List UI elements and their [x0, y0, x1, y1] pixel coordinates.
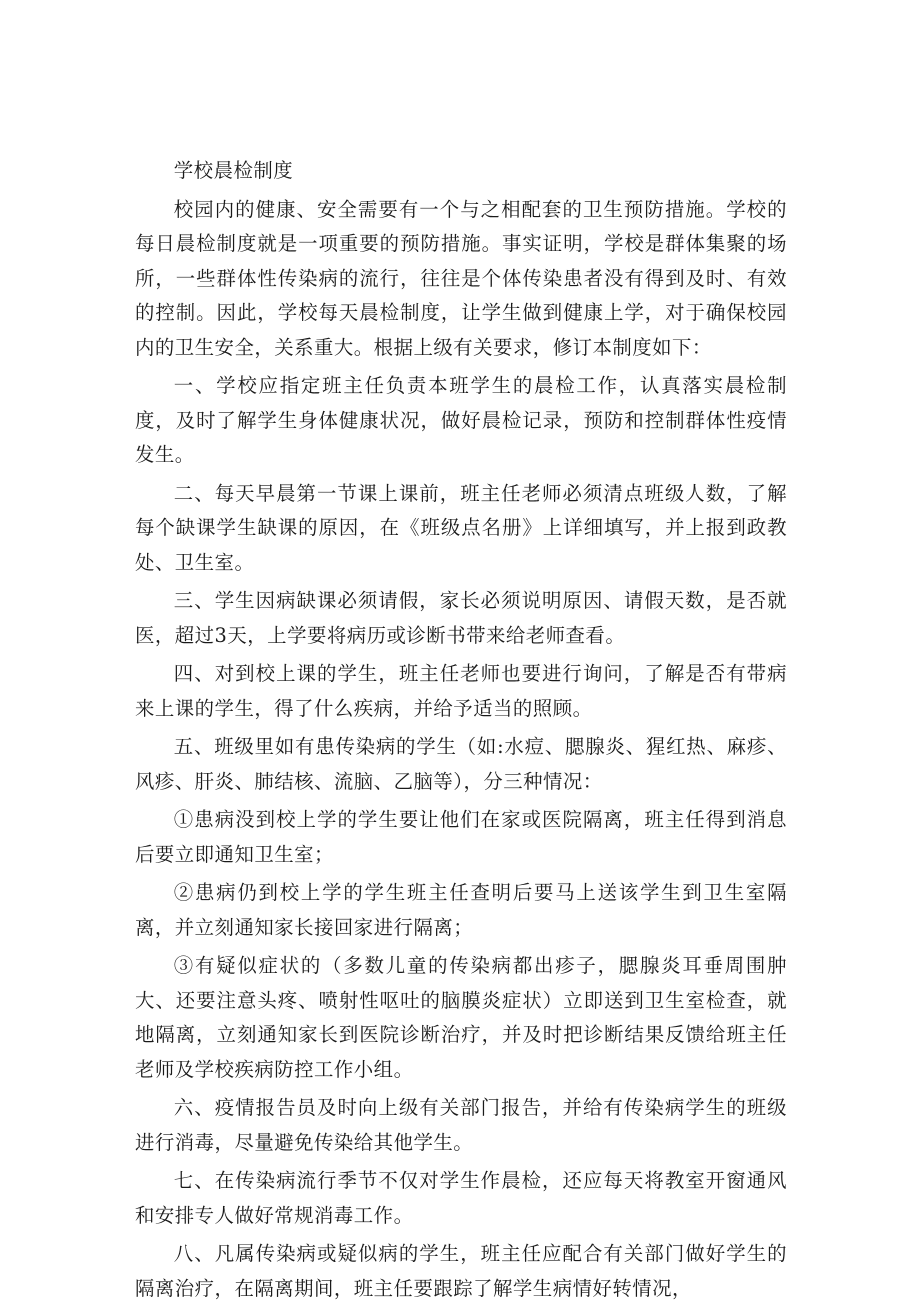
clause-5-case-1-paragraph: ①患病没到校上学的学生要让他们在家或医院隔离，班主任得到消息后要立即通知卫生室； — [135, 808, 787, 866]
clause-2-paragraph: 二、每天早晨第一节课上课前，班主任老师必须清点班级人数，了解每个缺课学生缺课的原因，在《班级点名册》上详细填写，并上报到政教处、卫生室。 — [135, 481, 787, 574]
clause-5-case-2-paragraph: ②患病仍到校上学的学生班主任查明后要马上送该学生到卫生室隔离，并立刻通知家长接回家进行隔离； — [135, 881, 787, 939]
document-title: 学校晨检制度 — [173, 159, 294, 182]
clause-1-paragraph: 一、学校应指定班主任负责本班学生的晨检工作，认真落实晨检制度，及时了解学生身体健康状况，做好晨检记录，预防和控制群体性疫情发生。 — [135, 374, 787, 466]
clause-7-paragraph: 七、在传染病流行季节不仅对学生作晨检，还应每天将教室开窗通风和安排专人做好常规消毒工作。 — [135, 1169, 787, 1227]
intro-paragraph: 校园内的健康、安全需要有一个与之相配套的卫生预防措施。学校的每日晨检制度就是一项重要的预防措施。事实证明，学校是群体集聚的场所，一些群体性传染病的流行，往往是个体传染患者没有得到及时、有效的控制。因此，学校每天晨检制度，让学生做到健康上学，对于确保校园内的卫生安全，关系重大。根据上级有关要求，修订本制度如下： — [135, 197, 787, 359]
document-body — [135, 154, 787, 1310]
clause-6-paragraph: 六、疫情报告员及时向上级有关部门报告，并给有传染病学生的班级进行消毒，尽量避免传染给其他学生。 — [135, 1096, 787, 1154]
clause-3-paragraph: 三、学生因病缺课必须请假，家长必须说明原因、请假天数，是否就医，超过3天，上学要将病历或诊断书带来给老师查看。 — [135, 589, 787, 647]
clause-4-paragraph: 四、对到校上课的学生，班主任老师也要进行询问，了解是否有带病来上课的学生，得了什么疾病，并给予适当的照顾。 — [135, 662, 787, 720]
clause-5-case-3-paragraph: ③有疑似症状的（多数儿童的传染病都出疹子，腮腺炎耳垂周围肿大、还要注意头疼、喷射性呕吐的脑膜炎症状）立即送到卫生室检查，就地隔离，立刻通知家长到医院诊断治疗，并及时把诊断结果反馈给班主任老师及学校疾病防控工作小组。 — [135, 954, 787, 1081]
clause-5-paragraph: 五、班级里如有患传染病的学生（如:水痘、腮腺炎、猩红热、麻疹、风疹、肝炎、肺结核、流脑、乙脑等），分三种情况： — [135, 735, 787, 793]
clause-8-paragraph: 八、凡属传染病或疑似病的学生，班主任应配合有关部门做好学生的隔离治疗，在隔离期间，班主任要跟踪了解学生病情好转情况， — [135, 1242, 787, 1300]
